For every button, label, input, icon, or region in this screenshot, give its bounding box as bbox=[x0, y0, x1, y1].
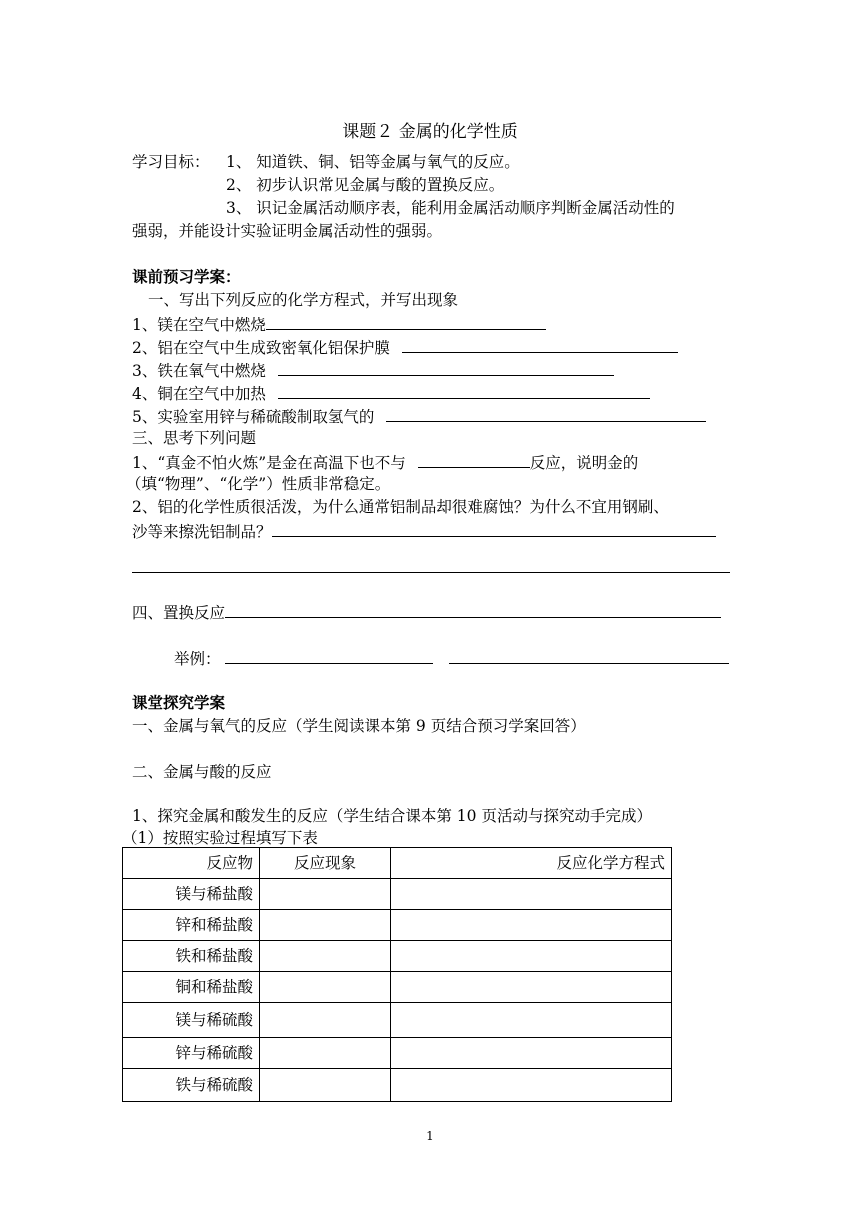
answer-blank[interactable] bbox=[225, 601, 721, 618]
phenomenon-cell[interactable] bbox=[260, 910, 391, 941]
explore-part-2: 二、金属与酸的反应 bbox=[132, 763, 272, 781]
explore-part-1: 一、金属与氧气的反应（学生阅读课本第 9 页结合预习学案回答） bbox=[132, 717, 586, 735]
reactant-cell: 铁与稀硫酸 bbox=[123, 1069, 260, 1102]
reactant-cell: 镁与稀盐酸 bbox=[123, 879, 260, 910]
answer-blank[interactable] bbox=[278, 382, 650, 399]
example-blank-2[interactable] bbox=[449, 647, 729, 664]
preview-heading: 课前预习学案： bbox=[132, 267, 241, 286]
question-2-line-2: 沙等来擦洗铝制品？ bbox=[132, 520, 716, 542]
question-1-line-2: （填“物理”、“化学”）性质非常稳定。 bbox=[126, 475, 391, 493]
answer-blank[interactable] bbox=[418, 451, 530, 468]
preview-section-4: 四、置换反应 bbox=[132, 601, 721, 623]
preview-item-5: 5、实验室用锌与稀硫酸制取氢气的 bbox=[132, 405, 706, 427]
table-row bbox=[123, 1069, 672, 1102]
reactant-cell: 锌和稀盐酸 bbox=[123, 910, 260, 941]
experiment-table bbox=[122, 847, 672, 1102]
reactant-cell: 铁和稀盐酸 bbox=[123, 941, 260, 972]
preview-item-3: 3、铁在氧气中燃烧 bbox=[132, 359, 614, 381]
equation-cell[interactable] bbox=[391, 1003, 672, 1038]
objective-item-2: 2、 初步认识常见金属与酸的置换反应。 bbox=[226, 176, 505, 194]
table-row bbox=[123, 879, 672, 910]
preview-item-2: 2、铝在空气中生成致密氧化铝保护膜 bbox=[132, 336, 678, 358]
page-title: 课题２ 金属的化学性质 bbox=[342, 122, 518, 142]
answer-blank[interactable] bbox=[386, 405, 706, 422]
preview-item-4: 4、铜在空气中加热 bbox=[132, 382, 650, 404]
phenomenon-cell[interactable] bbox=[260, 1003, 391, 1038]
question-1-line-1: 1、“真金不怕火炼”是金在高温下也不与 反应，说明金的 bbox=[132, 451, 638, 473]
reactant-cell: 铜和稀盐酸 bbox=[123, 972, 260, 1003]
table-row bbox=[123, 910, 672, 941]
equation-cell[interactable] bbox=[391, 1038, 672, 1069]
question-2-line-1: 2、铝的化学性质很活泼，为什么通常铝制品却很难腐蚀？为什么不宜用钢刷、 bbox=[132, 498, 669, 516]
reactant-cell: 锌与稀硫酸 bbox=[123, 1038, 260, 1069]
preview-section-3: 三、思考下列问题 bbox=[132, 429, 257, 447]
phenomenon-cell[interactable] bbox=[260, 1038, 391, 1069]
answer-blank[interactable] bbox=[402, 336, 678, 353]
answer-line[interactable] bbox=[132, 572, 730, 573]
answer-blank[interactable] bbox=[266, 313, 546, 330]
objective-item-3: 3、 识记金属活动顺序表，能利用金属活动顺序判断金属活动性的 bbox=[226, 199, 675, 217]
header-equation: 反应化学方程式 bbox=[391, 848, 672, 879]
equation-cell[interactable] bbox=[391, 879, 672, 910]
equation-cell[interactable] bbox=[391, 910, 672, 941]
answer-blank[interactable] bbox=[272, 520, 716, 537]
equation-cell[interactable] bbox=[391, 972, 672, 1003]
table-row bbox=[123, 972, 672, 1003]
phenomenon-cell[interactable] bbox=[260, 1069, 391, 1102]
table-row bbox=[123, 1038, 672, 1069]
page-number: 1 bbox=[426, 1129, 434, 1143]
phenomenon-cell[interactable] bbox=[260, 972, 391, 1003]
objective-item-3-cont: 强弱，并能设计实验证明金属活动性的强弱。 bbox=[132, 222, 443, 240]
example-line: 举例： bbox=[174, 647, 729, 669]
example-blank-1[interactable] bbox=[225, 647, 433, 664]
preview-item-1: 1、镁在空气中燃烧 bbox=[132, 313, 546, 335]
phenomenon-cell[interactable] bbox=[260, 879, 391, 910]
objective-item-1: 1、 知道铁、铜、铝等金属与氧气的反应。 bbox=[226, 153, 520, 171]
equation-cell[interactable] bbox=[391, 1069, 672, 1102]
header-reactant: 反应物 bbox=[123, 848, 260, 879]
table-row bbox=[123, 1003, 672, 1038]
header-phenomenon: 反应现象 bbox=[260, 848, 391, 879]
answer-blank[interactable] bbox=[278, 359, 614, 376]
table-header-row bbox=[123, 848, 672, 879]
explore-task-1: 1、探究金属和酸发生的反应（学生结合课本第 10 页活动与探究动手完成） bbox=[132, 807, 652, 825]
phenomenon-cell[interactable] bbox=[260, 941, 391, 972]
explore-heading: 课堂探究学案 bbox=[132, 693, 226, 712]
objectives-label: 学习目标： bbox=[132, 153, 210, 171]
explore-task-1-sub: （1）按照实验过程填写下表 bbox=[122, 829, 318, 847]
reactant-cell: 镁与稀硫酸 bbox=[123, 1003, 260, 1038]
preview-section-1: 一、写出下列反应的化学方程式，并写出现象 bbox=[148, 291, 459, 309]
equation-cell[interactable] bbox=[391, 941, 672, 972]
table-row bbox=[123, 941, 672, 972]
